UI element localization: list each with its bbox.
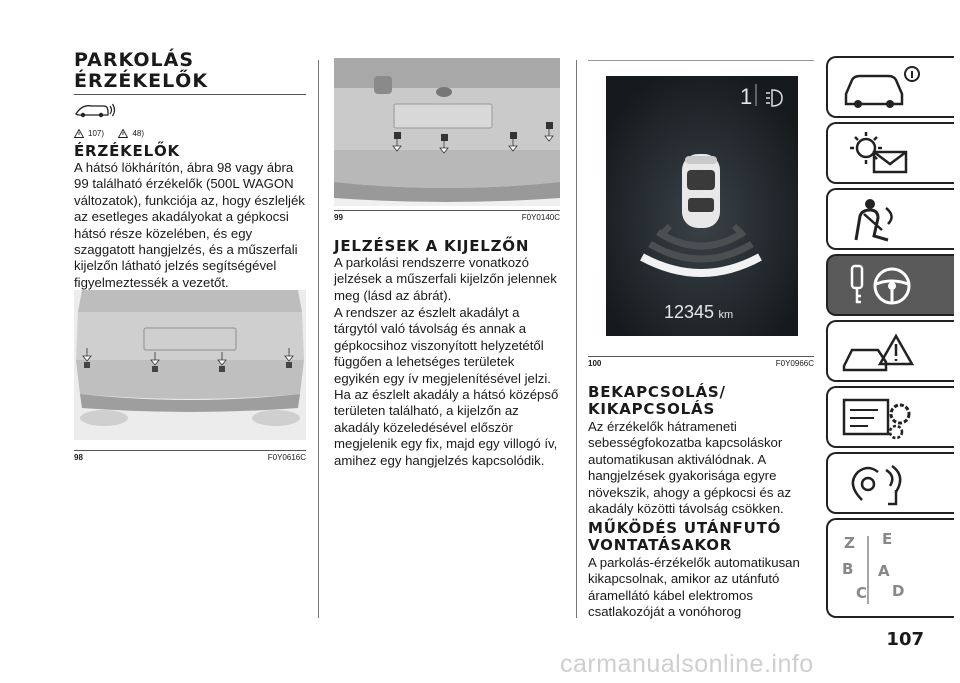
figure-98-code: F0Y0616C [267, 453, 306, 462]
figure-100-number: 100 [588, 359, 602, 368]
tab-starting-driving[interactable] [826, 254, 954, 316]
warning-ref-2: 48) [118, 129, 144, 138]
display-odometer [664, 302, 733, 323]
figure-100-rule [588, 356, 814, 357]
figure-100-display [606, 76, 798, 336]
car-info-icon [838, 64, 928, 112]
heading-activation-line2: KIKAPCSOLÁS [588, 400, 716, 418]
odometer-value: 12345 [664, 302, 715, 322]
warning-triangle-icon [74, 129, 84, 138]
svg-text:A: A [878, 562, 890, 580]
heading-activation-line1: BEKAPCSOLÁS/ [588, 383, 726, 401]
display-paragraph-2: A rendszer az észlelt akadályt a tárgytól való távolság és annak a gépkocsihoz viszonyított helyzetétől függően a lehetséges területek egyikén egy ív megjelenítésével jelzi. Ha az észlelt akadály a hátsó középső területen található, a kijelzőn az akadály közeledésével először megjelenik egy fix, majd egy villogó ív, amihez egy hangjelzés kapcsolódik. [334, 305, 559, 468]
activation-paragraph: Az érzékelők hátrameneti sebességfokozatba kapcsoláskor automatikusan aktiválódnak. A hangjelzések gyakorisága egyre növekszik, ahogy a gépkocsi és az akadály közötti távolság csökken. [588, 419, 792, 517]
section-title-line1: PARKOLÁS [74, 49, 195, 71]
display-paragraph-1: A parkolási rendszerre vonatkozó jelzések a műszerfali kijelzőn jelennek meg (lásd az ábrát). [334, 255, 557, 303]
trailer-paragraph: A parkolás-érzékelők automatikusan kikapcsolnak, amikor az utánfutó áramellátó kábel elektromos csatlakozóját a vonóhorog [588, 555, 800, 620]
maintenance-gears-icon [838, 394, 928, 442]
column-divider-2 [576, 60, 577, 618]
svg-text:E: E [882, 530, 893, 548]
tab-car-info[interactable] [826, 56, 954, 118]
svg-text:Z: Z [844, 534, 855, 552]
intro-paragraph: A hátsó lökhárítón, ábra 98 vagy ábra 99 található érzékelők (500L WAGON változatok), funkciója az, hogy észleljék az esetleges akadályokat a gépkocsi hátsó része közelében, és egy szaggatott hangjelzés, és a műszerfali kijelzőn látható jelzés segítségével figyelmeztessék a vezetőt. [74, 160, 305, 290]
tab-emergency[interactable] [826, 320, 954, 382]
figure-100-top-rule [588, 60, 814, 61]
parking-sensor-icon [74, 100, 118, 120]
tab-safety[interactable] [826, 188, 954, 250]
tab-warning-lights[interactable] [826, 122, 954, 184]
display-gear-indicator: 1 [740, 84, 753, 109]
airbag-seat-icon [838, 196, 928, 244]
tab-maintenance[interactable] [826, 386, 954, 448]
svg-text:C: C [856, 584, 868, 602]
title-rule [74, 94, 306, 95]
figure-98-image [74, 290, 306, 440]
alphabetical-index-icon [838, 526, 928, 614]
figure-98-number: 98 [74, 453, 83, 462]
figure-100-code: F0Y0966C [775, 359, 814, 368]
warning-ref-1: 107) [74, 129, 104, 138]
section-title-line2: ÉRZÉKELŐK [74, 70, 209, 92]
figure-99-image [334, 58, 560, 206]
figure-99-caption [334, 213, 560, 222]
car-top-view-icon [682, 154, 720, 228]
figure-98-rule [74, 450, 306, 451]
figure-100-caption [588, 359, 814, 368]
svg-text:D: D [892, 582, 905, 600]
multimedia-icon [838, 460, 928, 508]
figure-99-code: F0Y0140C [521, 213, 560, 222]
heading-trailer-line1: MŰKÖDÉS UTÁNFUTÓ [588, 519, 782, 537]
subtitle: ÉRZÉKELŐK [74, 142, 180, 160]
key-steering-wheel-icon [838, 262, 928, 310]
warning-lights-icon [838, 130, 928, 178]
svg-text:B: B [842, 560, 854, 578]
page-number: 107 [886, 629, 924, 650]
figure-99-rule [334, 210, 560, 211]
accident-warning-icon [838, 328, 928, 376]
tab-index[interactable] [826, 518, 954, 618]
odometer-unit: km [718, 309, 734, 321]
figure-99-number: 99 [334, 213, 343, 222]
figure-98-caption [74, 453, 306, 462]
watermark: carmanualsonline.info [560, 650, 814, 678]
section-heading-display: JELZÉSEK A KIJELZŐN [334, 237, 530, 255]
tab-multimedia[interactable] [826, 452, 954, 514]
warning-triangle-icon [118, 129, 128, 138]
heading-trailer-line2: VONTATÁSAKOR [588, 536, 733, 554]
column-divider-1 [318, 60, 319, 618]
